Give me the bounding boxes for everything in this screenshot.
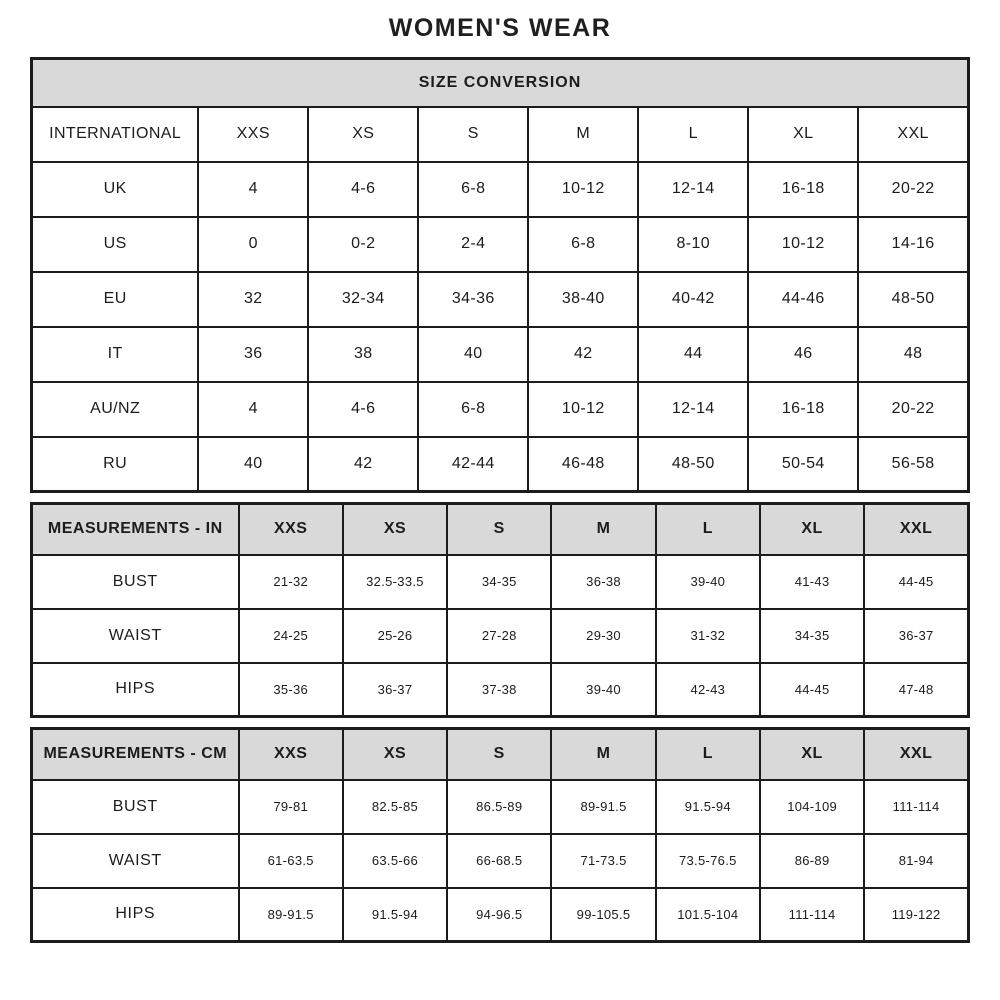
size-cell: 4-6: [308, 382, 418, 437]
measure-cell: 32.5-33.5: [343, 555, 447, 609]
size-cell: 4: [198, 382, 308, 437]
size-conversion-table: [30, 57, 970, 493]
measure-cell: 81-94: [864, 834, 968, 888]
row-label: BUST: [32, 555, 239, 609]
measure-cell: 101.5-104: [656, 888, 760, 942]
size-cell: 10-12: [528, 382, 638, 437]
measure-cell: 63.5-66: [343, 834, 447, 888]
col-header-xl: XL: [760, 504, 864, 555]
size-cell: 4: [198, 162, 308, 217]
measure-cell: 41-43: [760, 555, 864, 609]
size-cell: 0-2: [308, 217, 418, 272]
size-cell: 4-6: [308, 162, 418, 217]
row-label: RU: [32, 437, 199, 492]
row-label: WAIST: [32, 609, 239, 663]
col-header-xl: XL: [748, 107, 858, 162]
size-cell: 20-22: [858, 162, 968, 217]
table-row-ru: [32, 437, 969, 492]
size-cell: 42: [528, 327, 638, 382]
measure-cell: 39-40: [551, 663, 655, 717]
size-cell: 12-14: [638, 382, 748, 437]
size-cell: 46: [748, 327, 858, 382]
row-label: AU/NZ: [32, 382, 199, 437]
measure-cell: 44-45: [760, 663, 864, 717]
measure-cell: 73.5-76.5: [656, 834, 760, 888]
col-header-xxs: XXS: [239, 504, 343, 555]
col-header-xs: XS: [343, 504, 447, 555]
row-label: HIPS: [32, 888, 239, 942]
measure-cell: 29-30: [551, 609, 655, 663]
table-spacer: [30, 718, 970, 727]
size-cell: 44: [638, 327, 748, 382]
measure-cell: 27-28: [447, 609, 551, 663]
page-title: WOMEN'S WEAR: [388, 14, 612, 42]
col-header-international: INTERNATIONAL: [32, 107, 199, 162]
size-cell: 48-50: [638, 437, 748, 492]
table-row-waist-cm: [32, 834, 969, 888]
row-label: UK: [32, 162, 199, 217]
size-cell: 36: [198, 327, 308, 382]
size-cell: 16-18: [748, 162, 858, 217]
measure-cell: 111-114: [864, 780, 968, 834]
col-header-xxl: XXL: [858, 107, 968, 162]
measure-cell: 25-26: [343, 609, 447, 663]
size-cell: 20-22: [858, 382, 968, 437]
size-cell: 50-54: [748, 437, 858, 492]
row-label: BUST: [32, 780, 239, 834]
measure-cell: 42-43: [656, 663, 760, 717]
table-row-hips-cm: [32, 888, 969, 942]
measure-cell: 44-45: [864, 555, 968, 609]
col-header-s: S: [447, 504, 551, 555]
measurements-in-title: MEASUREMENTS - IN: [32, 504, 239, 555]
size-cell: 12-14: [638, 162, 748, 217]
size-cell: 56-58: [858, 437, 968, 492]
col-header-xs: XS: [308, 107, 418, 162]
table-row-us: [32, 217, 969, 272]
col-header-xxl: XXL: [864, 729, 968, 780]
measure-cell: 79-81: [239, 780, 343, 834]
col-header-xxs: XXS: [198, 107, 308, 162]
size-cell: 10-12: [748, 217, 858, 272]
size-conversion-column-header-row: [32, 107, 969, 162]
measure-cell: 91.5-94: [343, 888, 447, 942]
col-header-xxl: XXL: [864, 504, 968, 555]
size-cell: 48-50: [858, 272, 968, 327]
measure-cell: 89-91.5: [239, 888, 343, 942]
row-label: WAIST: [32, 834, 239, 888]
col-header-xl: XL: [760, 729, 864, 780]
measurements-in-header-row: [32, 504, 969, 555]
size-cell: 6-8: [418, 162, 528, 217]
size-cell: 6-8: [418, 382, 528, 437]
measurements-cm-title: MEASUREMENTS - CM: [32, 729, 239, 780]
size-cell: 0: [198, 217, 308, 272]
size-conversion-title: SIZE CONVERSION: [32, 59, 969, 107]
table-row-bust-cm: [32, 780, 969, 834]
size-cell: 44-46: [748, 272, 858, 327]
measure-cell: 94-96.5: [447, 888, 551, 942]
table-row-hips-in: [32, 663, 969, 717]
col-header-l: L: [656, 729, 760, 780]
size-cell: 32: [198, 272, 308, 327]
table-spacer: [30, 493, 970, 502]
table-row-bust-in: [32, 555, 969, 609]
measure-cell: 34-35: [760, 609, 864, 663]
table-row-uk: [32, 162, 969, 217]
size-cell: 2-4: [418, 217, 528, 272]
size-cell: 8-10: [638, 217, 748, 272]
size-cell: 40-42: [638, 272, 748, 327]
size-cell: 38-40: [528, 272, 638, 327]
col-header-m: M: [551, 729, 655, 780]
table-row-waist-in: [32, 609, 969, 663]
col-header-l: L: [638, 107, 748, 162]
measure-cell: 71-73.5: [551, 834, 655, 888]
size-cell: 34-36: [418, 272, 528, 327]
row-label: EU: [32, 272, 199, 327]
table-row-it: [32, 327, 969, 382]
measurements-cm-header-row: [32, 729, 969, 780]
measurements-cm-table: [30, 727, 970, 943]
measure-cell: 31-32: [656, 609, 760, 663]
col-header-m: M: [528, 107, 638, 162]
measure-cell: 111-114: [760, 888, 864, 942]
size-cell: 38: [308, 327, 418, 382]
measure-cell: 37-38: [447, 663, 551, 717]
measure-cell: 89-91.5: [551, 780, 655, 834]
row-label: US: [32, 217, 199, 272]
row-label: IT: [32, 327, 199, 382]
measure-cell: 119-122: [864, 888, 968, 942]
size-cell: 48: [858, 327, 968, 382]
col-header-s: S: [447, 729, 551, 780]
measure-cell: 21-32: [239, 555, 343, 609]
measure-cell: 47-48: [864, 663, 968, 717]
size-cell: 6-8: [528, 217, 638, 272]
size-cell: 40: [198, 437, 308, 492]
measure-cell: 99-105.5: [551, 888, 655, 942]
size-conversion-banner-row: [32, 59, 969, 107]
size-cell: 46-48: [528, 437, 638, 492]
size-cell: 16-18: [748, 382, 858, 437]
measure-cell: 86-89: [760, 834, 864, 888]
col-header-xxs: XXS: [239, 729, 343, 780]
size-cell: 42-44: [418, 437, 528, 492]
measure-cell: 35-36: [239, 663, 343, 717]
measure-cell: 91.5-94: [656, 780, 760, 834]
measure-cell: 39-40: [656, 555, 760, 609]
measurements-in-table: [30, 502, 970, 718]
measure-cell: 104-109: [760, 780, 864, 834]
size-cell: 42: [308, 437, 418, 492]
measure-cell: 66-68.5: [447, 834, 551, 888]
measure-cell: 36-37: [343, 663, 447, 717]
measure-cell: 36-38: [551, 555, 655, 609]
measure-cell: 24-25: [239, 609, 343, 663]
size-cell: 14-16: [858, 217, 968, 272]
col-header-l: L: [656, 504, 760, 555]
size-cell: 32-34: [308, 272, 418, 327]
table-row-aunz: [32, 382, 969, 437]
size-cell: 10-12: [528, 162, 638, 217]
measure-cell: 82.5-85: [343, 780, 447, 834]
measure-cell: 36-37: [864, 609, 968, 663]
measure-cell: 86.5-89: [447, 780, 551, 834]
measure-cell: 61-63.5: [239, 834, 343, 888]
row-label: HIPS: [32, 663, 239, 717]
table-row-eu: [32, 272, 969, 327]
measure-cell: 34-35: [447, 555, 551, 609]
col-header-s: S: [418, 107, 528, 162]
col-header-m: M: [551, 504, 655, 555]
col-header-xs: XS: [343, 729, 447, 780]
size-cell: 40: [418, 327, 528, 382]
